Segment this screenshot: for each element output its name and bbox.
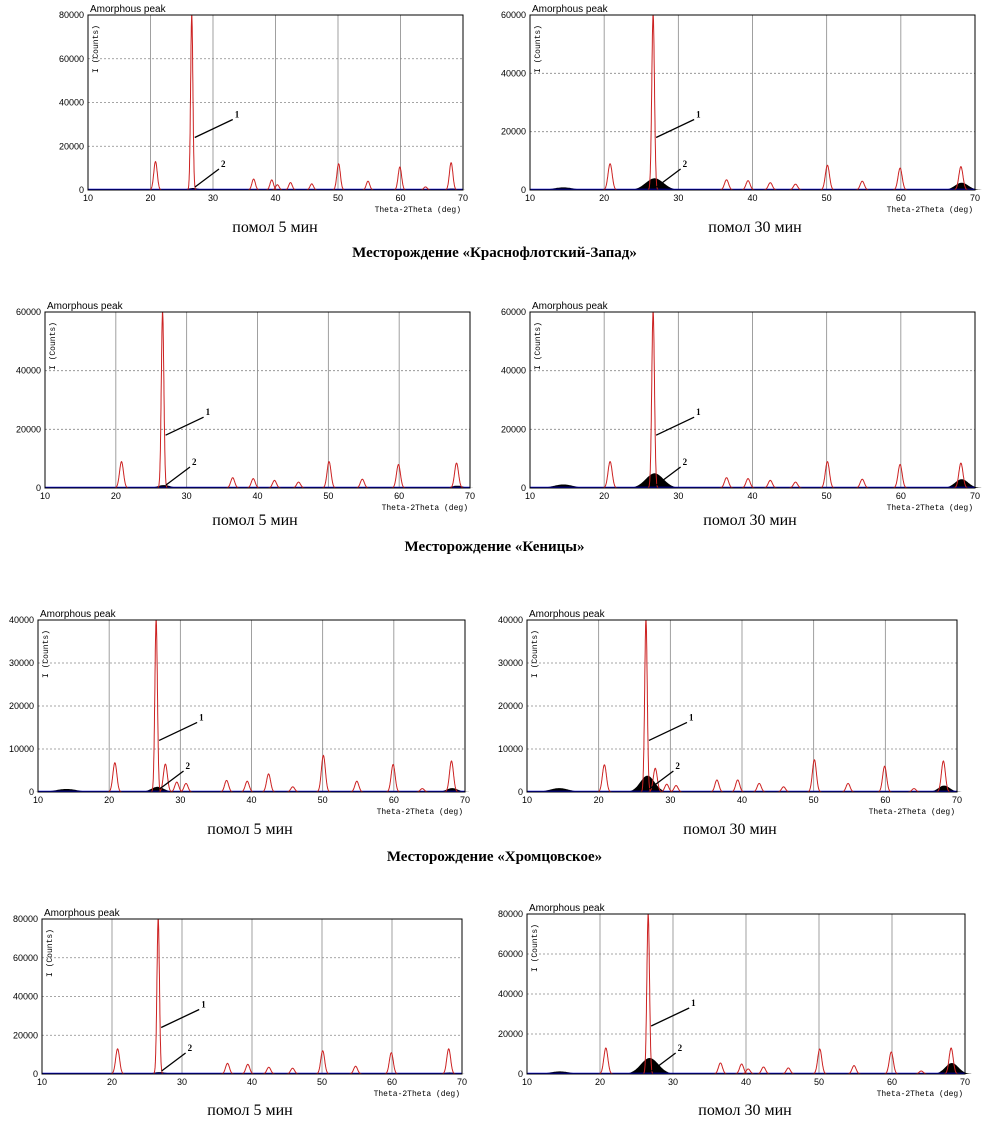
x-tick-label: 60: [395, 193, 406, 203]
diffraction-peak: [225, 478, 241, 488]
x-tick-label: 40: [246, 1077, 258, 1087]
x-tick-label: 20: [145, 193, 156, 203]
x-tick-label: 40: [246, 795, 257, 805]
y-tick-label: 40000: [8, 615, 34, 625]
diffraction-peak: [751, 783, 767, 792]
y-tick-label: 20000: [500, 424, 526, 435]
x-tick-label: 20: [106, 1077, 118, 1087]
x-tick-label: 50: [813, 1077, 825, 1087]
x-tick-label: 40: [270, 193, 281, 203]
diffraction-peak: [220, 1063, 236, 1074]
amorphous-peak: [626, 776, 669, 792]
diffraction-peak: [315, 755, 331, 792]
x-tick-label: 20: [594, 1077, 606, 1087]
amorphous-peak: [628, 178, 681, 190]
y-tick-label: 40000: [497, 989, 523, 999]
diffraction-peak: [819, 462, 836, 488]
xrd-chart-8-svg: [485, 902, 970, 1102]
x-tick-label: 40: [736, 795, 748, 805]
diffraction-peak: [449, 463, 465, 488]
x-tick-label: 70: [459, 795, 471, 805]
y-tick-label: 40000: [500, 68, 526, 79]
caption-6: помол 30 мин: [683, 821, 777, 838]
x-tick-label: 70: [969, 193, 981, 203]
annotation-label-1: 1: [201, 999, 206, 1010]
y-tick-label: 10000: [497, 744, 523, 754]
xrd-chart-3-svg: [0, 300, 480, 512]
y-axis-label: I (Counts): [92, 24, 101, 74]
x-tick-label: 20: [110, 491, 121, 501]
diffraction-peak: [892, 465, 909, 489]
x-tick-label: 10: [82, 193, 94, 203]
chart-title: Amorphous peak: [532, 4, 608, 15]
diffraction-peak: [261, 774, 277, 792]
x-tick-label: 60: [388, 795, 399, 805]
diffraction-peak: [740, 479, 757, 488]
xrd-chart-4-svg: [485, 300, 980, 512]
xrd-chart-7-svg: [0, 902, 475, 1102]
x-tick-label: 10: [32, 795, 44, 805]
x-tick-label: 30: [181, 491, 192, 501]
annotation-label-1: 1: [696, 407, 701, 418]
diffraction-peak: [361, 181, 375, 190]
annotation-leader-1: [161, 1010, 199, 1028]
annotation-leader-1: [195, 120, 233, 138]
x-tick-label: 60: [880, 795, 891, 805]
xrd-chart-1-svg: [30, 2, 475, 220]
xrd-chart-6: [485, 603, 970, 821]
annotation-label-2: 2: [682, 457, 688, 467]
diffraction-peak: [239, 781, 255, 792]
xrd-chart-4: [485, 300, 980, 512]
annotation-leader-1: [649, 722, 687, 740]
x-axis-label: Theta-2Theta (deg): [376, 808, 463, 817]
y-tick-label: 30000: [8, 658, 34, 668]
y-tick-label: 0: [520, 185, 526, 195]
chart-title: Amorphous peak: [44, 908, 120, 919]
x-tick-label: 60: [386, 1077, 398, 1087]
diffraction-peak: [441, 1049, 457, 1074]
annotation-leader-2: [195, 169, 219, 187]
y-tick-label: 60000: [497, 949, 523, 959]
amorphous-peak: [932, 1063, 971, 1074]
y-axis-label: I (Counts): [531, 629, 540, 679]
x-tick-label: 20: [599, 491, 610, 501]
y-tick-label: 0: [517, 1069, 523, 1079]
y-tick-label: 20000: [8, 701, 34, 711]
x-axis-label: Theta-2Theta (deg): [886, 504, 973, 513]
diffraction-peak: [245, 479, 261, 488]
annotation-leader-1: [166, 417, 204, 435]
x-tick-label: 20: [104, 795, 115, 805]
y-tick-label: 60000: [58, 53, 84, 64]
annotation-label-2: 2: [221, 159, 226, 169]
chart-title: Amorphous peak: [529, 609, 605, 620]
x-tick-label: 70: [464, 491, 476, 501]
diffraction-peak: [641, 620, 651, 792]
x-axis-label: Theta-2Theta (deg): [373, 1090, 460, 1099]
y-tick-label: 60000: [500, 10, 526, 20]
x-tick-label: 70: [959, 1077, 971, 1087]
diffraction-peak: [854, 181, 871, 190]
annotation-leader-1: [651, 1008, 689, 1026]
y-tick-label: 60000: [500, 307, 526, 317]
y-axis-label: I (Counts): [534, 321, 543, 371]
x-tick-label: 20: [593, 795, 604, 805]
y-tick-label: 0: [35, 483, 41, 493]
x-tick-label: 60: [895, 491, 906, 501]
diffraction-peak: [819, 165, 836, 190]
chart-title: Amorphous peak: [40, 609, 116, 620]
x-tick-label: 10: [521, 1077, 533, 1087]
diffraction-peak: [718, 478, 735, 488]
amorphous-peak: [623, 1058, 676, 1074]
x-tick-label: 30: [176, 1077, 188, 1087]
annotation-label-2: 2: [675, 761, 680, 771]
annotation-label-2: 2: [185, 761, 191, 771]
xrd-chart-5: [0, 603, 475, 821]
x-tick-label: 50: [316, 1077, 328, 1087]
x-axis-label: Theta-2Theta (deg): [868, 808, 955, 817]
diffraction-peak: [354, 479, 370, 488]
x-tick-label: 50: [808, 795, 819, 805]
x-tick-label: 40: [252, 491, 263, 501]
diffraction-peak: [444, 761, 460, 792]
diffraction-peak: [648, 15, 659, 190]
annotation-label-2: 2: [187, 1043, 193, 1053]
x-tick-label: 30: [207, 193, 219, 203]
x-tick-label: 60: [895, 193, 906, 203]
diffraction-peak: [846, 1066, 862, 1074]
annotation-label-1: 1: [199, 712, 204, 723]
xrd-chart-2: [485, 2, 980, 220]
diffraction-peak: [444, 163, 458, 190]
amorphous-peak: [628, 473, 681, 488]
diffraction-peak: [648, 312, 659, 488]
diffraction-peak: [877, 766, 893, 792]
caption-2: помол 30 мин: [708, 219, 802, 236]
x-tick-label: 30: [665, 795, 676, 805]
xrd-chart-5-svg: [0, 603, 475, 821]
caption-5: помол 5 мин: [207, 821, 293, 838]
y-tick-label: 20000: [497, 701, 523, 711]
xrd-chart-2-svg: [485, 2, 980, 220]
x-tick-label: 60: [394, 491, 405, 501]
annotation-label-1: 1: [691, 998, 696, 1008]
diffraction-peak: [321, 462, 337, 488]
diffraction-peak: [712, 1063, 728, 1074]
x-tick-label: 60: [886, 1077, 898, 1087]
caption-1: помол 5 мин: [232, 219, 318, 236]
diffraction-peak: [315, 1051, 331, 1074]
x-tick-label: 70: [457, 193, 469, 203]
chart-title: Amorphous peak: [529, 903, 605, 914]
diffraction-peak: [393, 167, 407, 190]
diffraction-peak: [812, 1049, 828, 1074]
y-tick-label: 80000: [497, 909, 523, 919]
diffraction-peak: [240, 1064, 256, 1074]
chart-title: Amorphous peak: [47, 301, 123, 312]
diffraction-peak: [883, 1052, 899, 1074]
y-tick-label: 20000: [15, 424, 41, 435]
y-tick-label: 80000: [58, 10, 84, 20]
diffraction-peak: [349, 781, 365, 792]
x-axis-label: Theta-2Theta (deg): [374, 206, 461, 215]
diffraction-peak: [730, 780, 746, 792]
x-tick-label: 70: [456, 1077, 468, 1087]
diffraction-peak: [391, 465, 407, 489]
y-axis-label: I (Counts): [531, 923, 540, 973]
diffraction-peak: [892, 168, 909, 190]
x-tick-label: 10: [36, 1077, 48, 1087]
diffraction-peak: [384, 1053, 400, 1074]
y-tick-label: 0: [78, 185, 84, 195]
y-tick-label: 20000: [497, 1029, 523, 1039]
y-tick-label: 20000: [500, 126, 526, 137]
x-tick-label: 30: [673, 193, 684, 203]
x-tick-label: 40: [747, 491, 758, 501]
section-title-3: Месторождение «Хромцовское»: [386, 849, 603, 865]
x-tick-label: 30: [673, 491, 684, 501]
y-tick-label: 40000: [58, 97, 84, 108]
diffraction-peak: [158, 312, 168, 488]
xrd-chart-6-svg: [485, 603, 970, 821]
x-tick-label: 70: [969, 491, 981, 501]
y-axis-label: I (Counts): [46, 928, 55, 978]
annotation-label-1: 1: [205, 407, 211, 418]
amorphous-peak: [942, 479, 982, 488]
diffraction-peak: [332, 164, 346, 190]
x-tick-label: 50: [332, 193, 344, 203]
x-tick-label: 10: [39, 491, 51, 501]
x-tick-label: 70: [951, 795, 963, 805]
y-tick-label: 20000: [58, 141, 84, 152]
y-tick-label: 40000: [500, 365, 526, 376]
x-tick-label: 50: [323, 491, 334, 501]
y-tick-label: 0: [517, 787, 523, 797]
x-axis-label: Theta-2Theta (deg): [886, 206, 973, 215]
annotation-label-1: 1: [696, 109, 701, 120]
xrd-chart-8: [485, 902, 970, 1102]
y-tick-label: 0: [28, 787, 34, 797]
annotation-leader-1: [656, 120, 694, 138]
diffraction-peak: [247, 179, 261, 190]
x-tick-label: 50: [317, 795, 328, 805]
annotation-leader-1: [159, 722, 197, 740]
section-title-1: Месторождение «Краснофлотский-Запад»: [352, 245, 637, 261]
x-tick-label: 20: [599, 193, 610, 203]
annotation-label-1: 1: [688, 712, 694, 723]
y-tick-label: 60000: [12, 952, 38, 963]
y-axis-label: I (Counts): [42, 629, 51, 679]
diffraction-peak: [806, 760, 822, 792]
annotation-label-2: 2: [682, 159, 688, 169]
diffraction-peak: [840, 783, 856, 792]
xrd-chart-3: [0, 300, 480, 512]
y-tick-label: 60000: [15, 307, 41, 317]
x-tick-label: 40: [740, 1077, 752, 1087]
annotation-label-2: 2: [677, 1043, 683, 1053]
y-tick-label: 80000: [12, 914, 38, 924]
x-tick-label: 30: [667, 1077, 679, 1087]
x-tick-label: 40: [747, 193, 758, 203]
diffraction-peak: [740, 181, 757, 190]
y-axis-label: I (Counts): [534, 24, 543, 74]
x-axis-label: Theta-2Theta (deg): [876, 1090, 963, 1099]
x-tick-label: 10: [521, 795, 533, 805]
diffraction-peak: [854, 479, 871, 488]
x-tick-label: 50: [821, 193, 832, 203]
y-tick-label: 10000: [8, 744, 34, 754]
xrd-chart-1: [30, 2, 475, 220]
annotation-leader-2: [657, 169, 681, 187]
diffraction-peak: [385, 765, 401, 793]
caption-4: помол 30 мин: [703, 512, 797, 529]
chart-title: Amorphous peak: [532, 301, 608, 312]
y-tick-label: 0: [520, 483, 526, 493]
y-tick-label: 20000: [12, 1030, 38, 1041]
diffraction-peak: [219, 780, 235, 792]
diffraction-peak: [709, 780, 725, 792]
x-tick-label: 30: [175, 795, 186, 805]
caption-7: помол 5 мин: [207, 1102, 293, 1119]
annotation-label-2: 2: [192, 457, 197, 467]
y-tick-label: 0: [32, 1069, 38, 1079]
annotation-label-1: 1: [234, 109, 240, 120]
caption-8: помол 30 мин: [698, 1102, 792, 1119]
y-axis-label: I (Counts): [49, 321, 58, 371]
xrd-chart-7: [0, 902, 475, 1102]
chart-title: Amorphous peak: [90, 4, 166, 15]
x-axis-label: Theta-2Theta (deg): [381, 504, 468, 513]
x-tick-label: 10: [524, 491, 536, 501]
diffraction-peak: [718, 180, 735, 190]
y-tick-label: 40000: [12, 991, 38, 1002]
x-tick-label: 10: [524, 193, 536, 203]
caption-3: помол 5 мин: [212, 512, 298, 529]
annotation-leader-1: [656, 417, 694, 435]
y-tick-label: 40000: [497, 615, 523, 625]
section-title-2: Месторождение «Кеницы»: [404, 539, 585, 555]
x-tick-label: 50: [821, 491, 832, 501]
y-tick-label: 40000: [15, 365, 41, 376]
y-tick-label: 30000: [497, 658, 523, 668]
